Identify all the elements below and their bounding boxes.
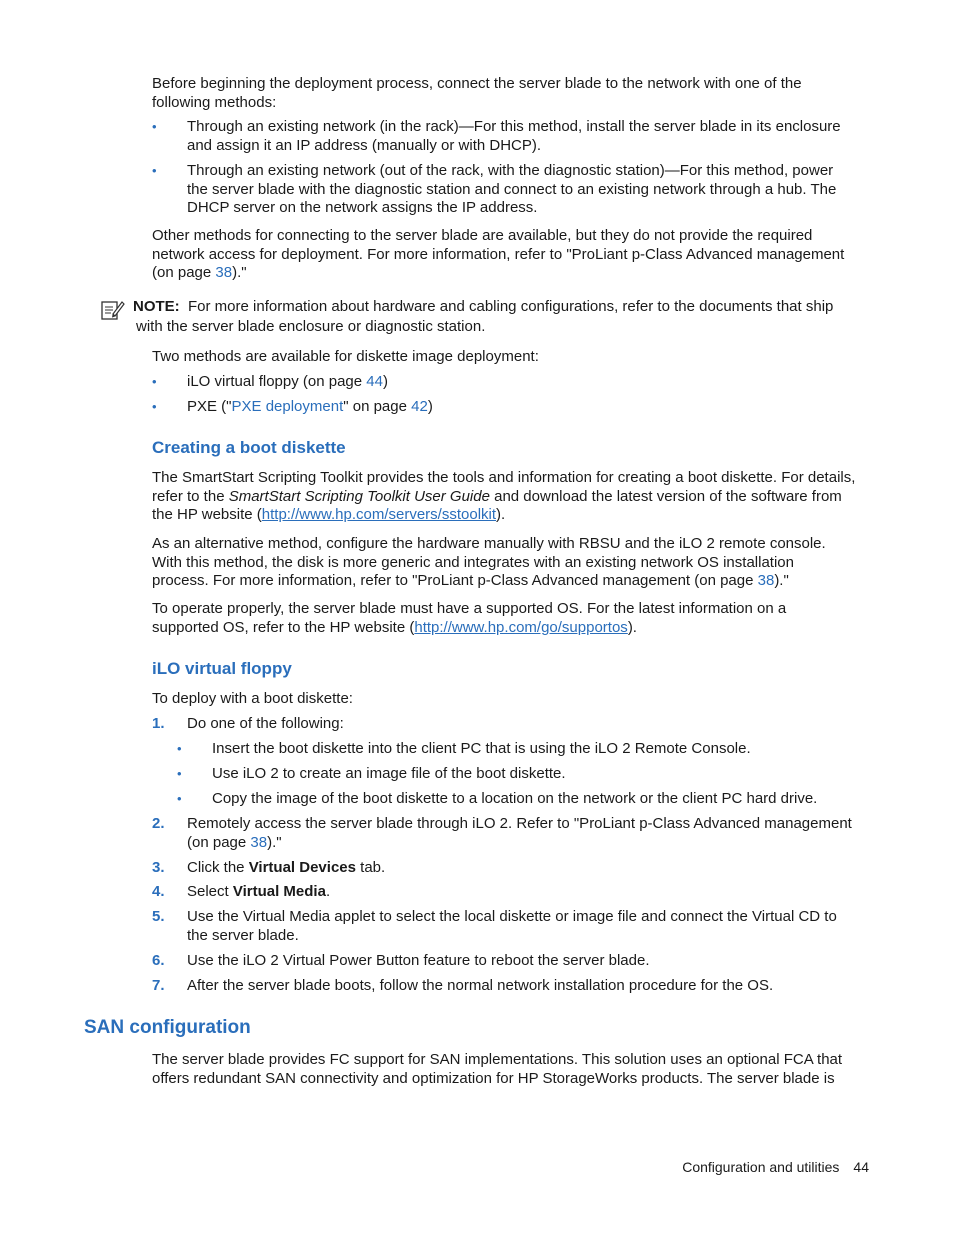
footer-section-title: Configuration and utilities	[682, 1159, 840, 1175]
boot-paragraph-3: To operate properly, the server blade must have a supported OS. For the latest information on a supported OS, refer to the HP website (http://www.hp.com/go/supportos).	[152, 600, 787, 636]
boot-paragraph-2: As an alternative method, configure the hardware manually with RBSU and the iLO 2 remote console. With this method, the disk is more generic and integrates with an existing network OS installation process. For more information, refer to "ProLiant p-Class Advanced management (on page 38)."	[152, 535, 826, 590]
bullet-icon: •	[152, 163, 157, 178]
san-paragraph: The server blade provides FC support for SAN implementations. This solution uses an optional FCA that offers redundant SAN connectivity and optimization for HP StorageWorks products. The server blade is	[152, 1051, 843, 1087]
bullet-icon: •	[152, 119, 157, 134]
heading-boot-diskette: Creating a boot diskette	[152, 438, 346, 457]
supportos-url-link[interactable]: http://www.hp.com/go/supportos	[414, 618, 628, 636]
pxe-deployment-link[interactable]: PXE deployment	[231, 398, 344, 415]
page-link[interactable]: 44	[366, 373, 383, 390]
page-link[interactable]: 38	[757, 572, 775, 590]
bullet-icon: •	[152, 399, 157, 414]
page-footer	[682, 1159, 869, 1175]
sstoolkit-url-link[interactable]: http://www.hp.com/servers/sstoolkit	[261, 506, 497, 524]
page-number: 44	[853, 1159, 869, 1175]
bullet-icon: •	[177, 791, 182, 806]
two-methods-paragraph: Two methods are available for diskette image deployment:	[152, 348, 539, 365]
bullet-icon: •	[177, 766, 182, 781]
note-icon	[101, 299, 125, 321]
page-link[interactable]: 38	[215, 264, 233, 282]
other-methods-paragraph: Other methods for connecting to the server blade are available, but they do not provide the required network access for deployment. For more information, refer to "ProLiant p-Class Advanced management (on page 38)."	[152, 227, 845, 282]
heading-ilo-virtual-floppy: iLO virtual floppy	[152, 659, 292, 678]
intro-paragraph: Before beginning the deployment process, connect the server blade to the network with one of the following methods:	[152, 75, 802, 111]
boot-paragraph-1: The SmartStart Scripting Toolkit provides the tools and information for creating a boot diskette. For details, refer to the SmartStart Scripting Toolkit User Guide and download the latest version of the software from the HP website (http://www.hp.com/servers/sstoolkit).	[152, 469, 856, 524]
page-link[interactable]: 38	[250, 833, 268, 851]
page-link[interactable]: 42	[411, 398, 428, 415]
note-label: NOTE:	[133, 298, 180, 315]
bullet-icon: •	[177, 741, 182, 756]
bullet-icon: •	[152, 374, 157, 389]
ilo-lead: To deploy with a boot diskette:	[152, 690, 353, 707]
heading-san-configuration: SAN configuration	[84, 1017, 251, 1038]
